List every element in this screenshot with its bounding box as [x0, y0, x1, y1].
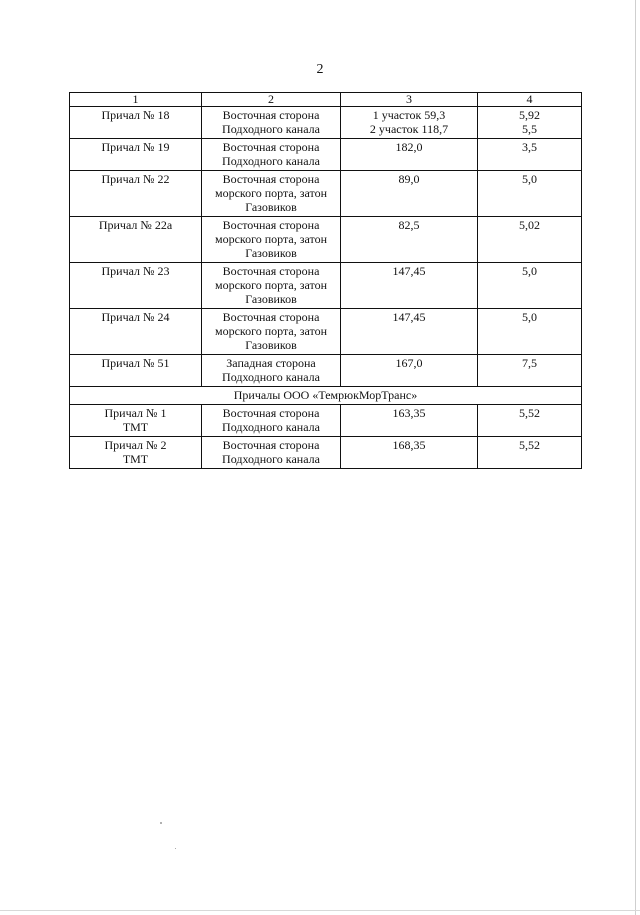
berth-location-cell — [202, 263, 341, 309]
scan-edge-bottom — [0, 910, 640, 911]
table-header-row — [70, 93, 582, 107]
berth-length-cell — [341, 355, 478, 387]
berth-depth: 5,02 — [519, 218, 540, 232]
table-row — [70, 437, 582, 469]
berth-depth: 5,52 — [519, 406, 540, 420]
table-row — [70, 355, 582, 387]
scan-edge-right — [635, 0, 636, 915]
berth-length: 89,0 — [398, 172, 420, 186]
berth-length-cell — [341, 107, 478, 139]
berth-depth-cell — [478, 107, 582, 139]
berth-location: Подходного канала — [222, 122, 320, 136]
berth-location-cell — [202, 217, 341, 263]
berth-name-cell — [70, 171, 202, 217]
table-row — [70, 171, 582, 217]
berth-location-cell — [202, 171, 341, 217]
berth-length: 82,5 — [398, 218, 420, 232]
berth-location-cell — [202, 355, 341, 387]
column-header-4: 4 — [478, 93, 582, 107]
berth-depth: 7,5 — [522, 356, 537, 370]
berth-name-cell — [70, 437, 202, 469]
berth-location: Восточная сторона — [222, 438, 320, 452]
scan-speck — [160, 822, 162, 824]
berth-length: 163,35 — [392, 406, 426, 420]
berth-length: 147,45 — [392, 310, 426, 324]
berth-location: Подходного канала — [222, 420, 320, 434]
berth-location: Газовиков — [245, 200, 297, 214]
berths-table — [69, 92, 582, 469]
berth-depth: 5,0 — [522, 310, 537, 324]
table-row — [70, 107, 582, 139]
berth-length-cell — [341, 139, 478, 171]
berth-location: Западная сторона — [226, 356, 316, 370]
berth-depth: 3,5 — [522, 140, 537, 154]
column-header-2: 2 — [202, 93, 341, 107]
berth-depth-cell — [478, 437, 582, 469]
berth-location: Восточная сторона — [222, 406, 320, 420]
berth-depth-cell — [478, 405, 582, 437]
berth-length-cell — [341, 405, 478, 437]
berth-depth-cell — [478, 309, 582, 355]
berth-location: Газовиков — [245, 338, 297, 352]
berth-length: 1 участок 59,3 — [372, 108, 446, 122]
berth-location-cell — [202, 107, 341, 139]
berth-name-cell — [70, 309, 202, 355]
berth-length: 147,45 — [392, 264, 426, 278]
berth-length-cell — [341, 171, 478, 217]
berth-location: Восточная сторона — [222, 264, 320, 278]
berth-location-cell — [202, 405, 341, 437]
berth-depth-cell — [478, 217, 582, 263]
berth-name-cell — [70, 139, 202, 171]
berth-location: Восточная сторона — [222, 108, 320, 122]
berth-location: Подходного канала — [222, 154, 320, 168]
berth-depth-cell — [478, 171, 582, 217]
section-title: Причалы ООО «ТемрюкМорТранс» — [70, 387, 582, 405]
berth-location: Подходного канала — [222, 452, 320, 466]
berth-location: Восточная сторона — [222, 310, 320, 324]
column-header-3: 3 — [341, 93, 478, 107]
berth-name: Причал № 22 — [101, 172, 170, 186]
berth-name: Причал № 23 — [101, 264, 170, 278]
berth-depth-cell — [478, 263, 582, 309]
berth-location: Газовиков — [245, 292, 297, 306]
berth-length-cell — [341, 263, 478, 309]
berth-name-cell — [70, 405, 202, 437]
berth-depth: 5,0 — [522, 172, 537, 186]
berth-location: морского порта, затон — [214, 324, 327, 338]
berth-location: Подходного канала — [222, 370, 320, 384]
berth-length-cell — [341, 437, 478, 469]
berth-name: Причал № 2 — [104, 438, 167, 452]
berth-name-cell — [70, 263, 202, 309]
berth-depth: 5,5 — [522, 122, 537, 136]
page-number: 2 — [316, 62, 324, 77]
berth-length-cell — [341, 309, 478, 355]
table-row — [70, 309, 582, 355]
berth-length: 168,35 — [392, 438, 426, 452]
berth-name: Причал № 24 — [101, 310, 170, 324]
berth-name: Причал № 18 — [101, 108, 170, 122]
berth-depth-cell — [478, 139, 582, 171]
berth-length: 167,0 — [395, 356, 423, 370]
berth-location: морского порта, затон — [214, 278, 327, 292]
table-row — [70, 405, 582, 437]
berth-name: ТМТ — [122, 420, 149, 434]
berth-length: 182,0 — [395, 140, 423, 154]
berth-name: Причал № 1 — [104, 406, 167, 420]
berth-name: Причал № 51 — [101, 356, 170, 370]
berth-depth: 5,52 — [519, 438, 540, 452]
berth-name: ТМТ — [122, 452, 149, 466]
berth-location: Газовиков — [245, 246, 297, 260]
table-row — [70, 263, 582, 309]
berth-depth: 5,0 — [522, 264, 537, 278]
table-row — [70, 139, 582, 171]
berths-group-2 — [70, 405, 582, 469]
berth-location: морского порта, затон — [214, 186, 327, 200]
scan-speck — [175, 848, 176, 849]
berth-name-cell — [70, 217, 202, 263]
berth-location: Восточная сторона — [222, 172, 320, 186]
berth-location: морского порта, затон — [214, 232, 327, 246]
section-row — [70, 387, 582, 405]
column-header-1: 1 — [70, 93, 202, 107]
berth-location-cell — [202, 437, 341, 469]
berth-name-cell — [70, 355, 202, 387]
berth-location-cell — [202, 139, 341, 171]
berth-location: Восточная сторона — [222, 218, 320, 232]
berth-length: 2 участок 118,7 — [369, 122, 449, 136]
section-divider — [70, 387, 582, 405]
berth-depth: 5,92 — [519, 108, 540, 122]
berth-length-cell — [341, 217, 478, 263]
berth-depth-cell — [478, 355, 582, 387]
berth-location-cell — [202, 309, 341, 355]
berth-name: Причал № 22а — [98, 218, 173, 232]
berth-name-cell — [70, 107, 202, 139]
berth-location: Восточная сторона — [222, 140, 320, 154]
berths-group-1 — [70, 107, 582, 387]
table-row — [70, 217, 582, 263]
berth-name: Причал № 19 — [101, 140, 170, 154]
